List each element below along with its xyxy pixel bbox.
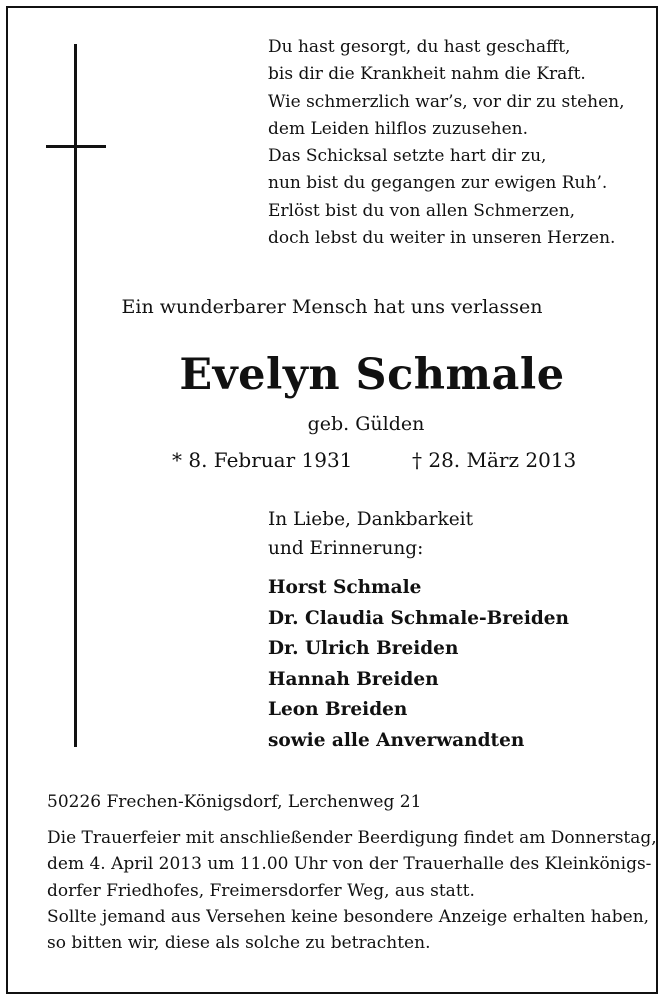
notice-line: Sollte jemand aus Versehen keine besondere Anzeige erhalten haben,: [47, 906, 650, 927]
mourning-line: und Erinnerung:: [268, 538, 424, 559]
birth-date: * 8. Februar 1931: [172, 448, 353, 472]
memorial-poem: [268, 34, 648, 252]
notice-line: so bitten wir, diese als solche zu betrachten.: [47, 933, 431, 954]
deceased-name: Evelyn Schmale: [179, 350, 565, 400]
poem-line: Das Schicksal setzte hart dir zu,: [268, 146, 547, 167]
family-member: Leon Breiden: [268, 699, 408, 720]
poem-line: nun bist du gegangen zur ewigen Ruh’.: [268, 173, 608, 194]
family-member: Hannah Breiden: [268, 668, 439, 690]
cross-symbol-horizontal: [46, 145, 106, 148]
poem-line: Wie schmerzlich war’s, vor dir zu stehen,: [268, 91, 625, 112]
family-member: Horst Schmale: [268, 577, 422, 598]
family-list: [268, 573, 569, 756]
mourning-line: In Liebe, Dankbarkeit: [268, 509, 474, 530]
maiden-name: geb. Gülden: [307, 413, 425, 435]
poem-line: Erlöst bist du von allen Schmerzen,: [268, 200, 576, 221]
poem-line: doch lebst du weiter in unseren Herzen.: [268, 228, 616, 249]
mourning-phrase: [268, 505, 473, 563]
family-member: Dr. Ulrich Breiden: [268, 638, 459, 659]
notice-line: dem 4. April 2013 um 11.00 Uhr von der Trauerhalle des Kleinkönigs-: [47, 854, 652, 875]
death-date: † 28. März 2013: [412, 448, 577, 472]
family-member: Dr. Claudia Schmale-Breiden: [268, 607, 570, 629]
address-line: 50226 Frechen-Königsdorf, Lerchenweg 21: [47, 792, 422, 812]
notice-line: dorfer Friedhofes, Freimersdorfer Weg, aus statt.: [47, 880, 475, 901]
poem-line: dem Leiden hilflos zuzusehen.: [268, 118, 529, 139]
notice-line: Die Trauerfeier mit anschließender Beerdigung findet am Donnerstag,: [47, 828, 657, 848]
intro-line: Ein wunderbarer Mensch hat uns verlassen: [121, 296, 543, 318]
family-member: sowie alle Anverwandten: [268, 729, 525, 751]
funeral-notice: [47, 825, 657, 956]
poem-line: bis dir die Krankheit nahm die Kraft.: [268, 64, 586, 85]
poem-line: Du hast gesorgt, du hast geschafft,: [268, 37, 571, 57]
